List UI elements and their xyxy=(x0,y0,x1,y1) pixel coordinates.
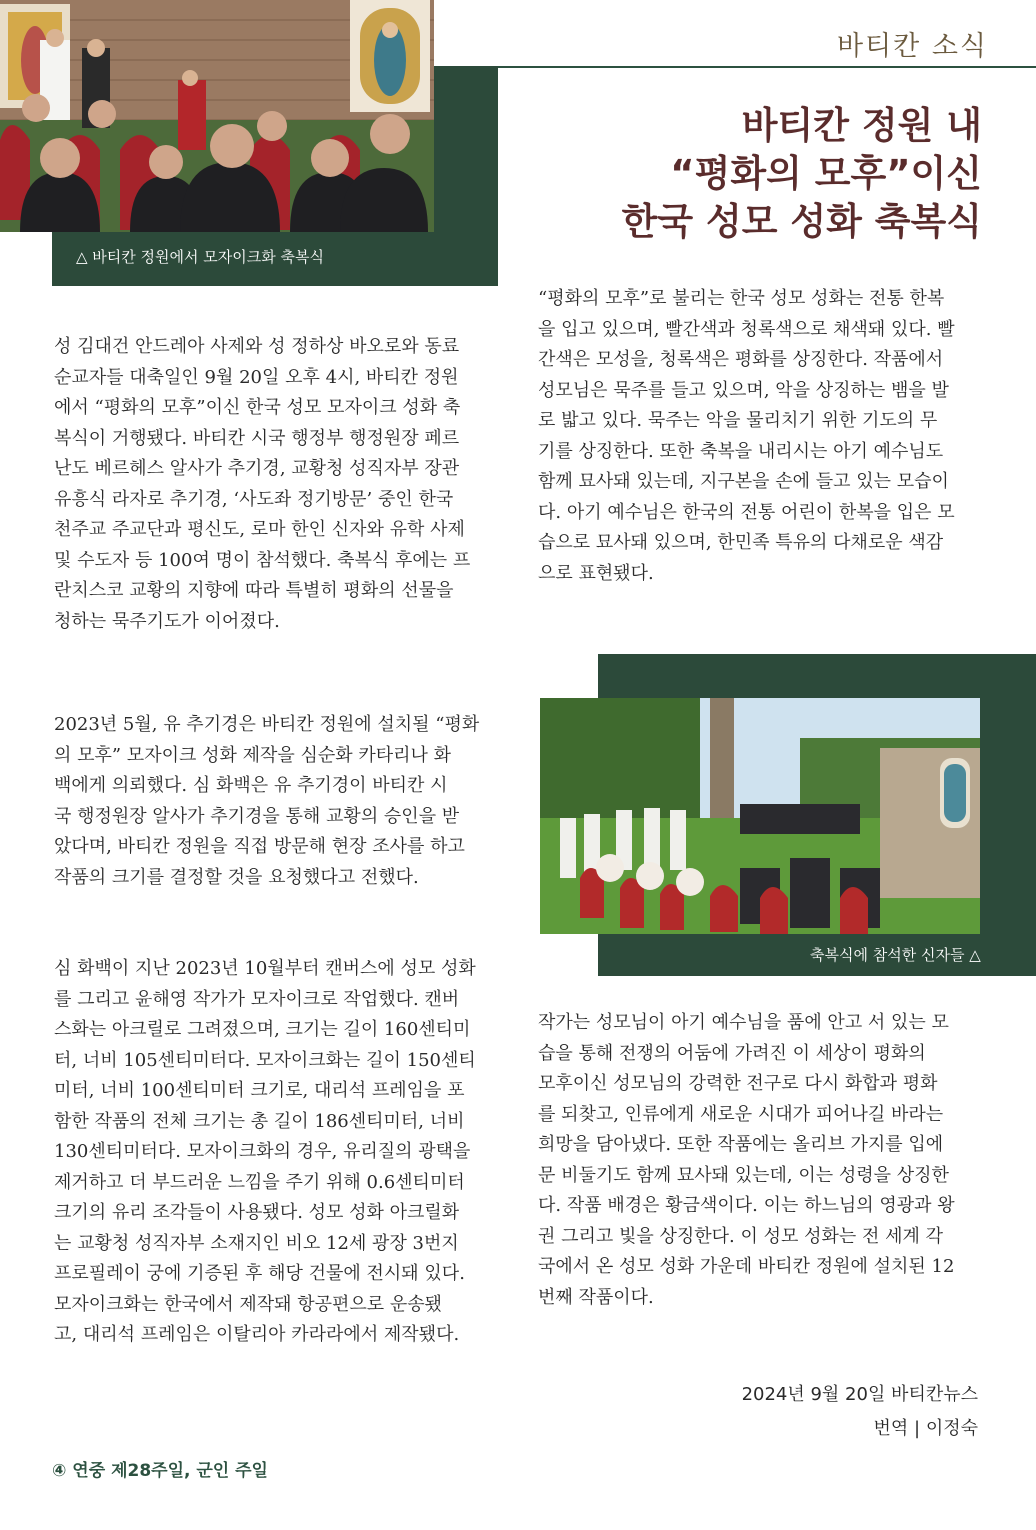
text-line: 크기의 유리 조각들이 사용됐다. 성모 성화 아크릴화 xyxy=(54,1202,460,1223)
text-line: 기를 상징한다. 또한 축복을 내리시는 아기 예수님도 xyxy=(538,440,944,462)
photo1-caption: △ 바티칸 정원에서 모자이크화 축복식 xyxy=(76,248,324,266)
text-line: 국에서 온 성모 성화 가운데 바티칸 정원에 설치된 12 xyxy=(538,1256,955,1277)
text-line: 청하는 묵주기도가 이어졌다. xyxy=(54,610,280,632)
text-line: 작가는 성모님이 아기 예수님을 품에 안고 서 있는 모 xyxy=(538,1012,949,1033)
photo2-caption: 축복식에 참석한 신자들 △ xyxy=(810,946,981,964)
text-line: 는 교황청 성직자부 소재지인 비오 12세 광장 3번지 xyxy=(54,1232,459,1254)
text-line: 함한 작품의 전체 크기는 총 길이 186센티미터, 너비 xyxy=(54,1110,465,1132)
text-line: 모후이신 성모님의 강력한 전구로 다시 화합과 평화 xyxy=(538,1073,938,1094)
text-line: 습을 통해 전쟁의 어둠에 가려진 이 세상이 평화의 xyxy=(538,1042,926,1064)
photo-ceremony xyxy=(0,0,434,232)
text-line: 난도 베르헤스 알사가 추기경, 교황청 성직자부 장관 xyxy=(54,458,460,479)
right-paragraph-2 xyxy=(538,1008,955,1313)
text-line: 다. 작품 배경은 황금색이다. 이는 하느님의 영광과 왕 xyxy=(538,1195,955,1216)
text-line: 권 그리고 빛을 상징한다. 이 성모 성화는 전 세계 각 xyxy=(538,1225,943,1247)
header-rule xyxy=(498,66,1036,68)
text-line: 심 화백이 지난 2023년 10월부터 캔버스에 성모 성화 xyxy=(54,958,476,979)
title-line: “평화의 모후”이신 xyxy=(670,152,982,195)
text-line: 를 되찾고, 인류에게 새로운 시대가 피어나길 바라는 xyxy=(538,1103,944,1125)
text-line: 에서 “평화의 모후”이신 한국 성모 모자이크 성화 축 xyxy=(54,397,461,418)
page-footer: ④ 연중 제28주일, 군인 주일 xyxy=(52,1461,268,1481)
garden-illustration xyxy=(540,698,980,934)
text-line: 함께 묘사돼 있는데, 지구본을 손에 들고 있는 모습이 xyxy=(538,471,949,492)
text-line: 미터, 너비 100센티미터 크기로, 대리석 프레임을 포 xyxy=(54,1080,465,1101)
text-line: 다. 아기 예수님은 한국의 전통 어린이 한복을 입은 모 xyxy=(538,501,955,523)
text-line: 프로필레이 궁에 기증된 후 해당 건물에 전시돼 있다. xyxy=(54,1263,465,1284)
text-line: 유흥식 라자로 추기경, ‘사도좌 정기방문’ 중인 한국 xyxy=(54,488,454,510)
text-line: 터, 너비 105센티미터다. 모자이크화는 길이 150센티 xyxy=(54,1049,476,1071)
translator-byline: 번역 | 이정숙 xyxy=(873,1418,978,1439)
text-line: 국 행정원장 알사가 추기경을 통해 교황의 승인을 받 xyxy=(54,805,460,827)
right-paragraph-1 xyxy=(538,284,955,589)
text-line: 복식이 거행됐다. 바티칸 시국 행정부 행정원장 페르 xyxy=(54,427,460,449)
text-line: 문 비둘기도 함께 묘사돼 있는데, 이는 성령을 상징한 xyxy=(538,1164,949,1186)
text-line: 작품의 크기를 결정할 것을 요청했다고 전했다. xyxy=(54,866,419,888)
text-line: 로 밟고 있다. 묵주는 악을 물리치기 위한 기도의 무 xyxy=(538,410,938,431)
left-paragraph-1 xyxy=(54,332,470,637)
text-line: 을 입고 있으며, 빨간색과 청록색으로 채색돼 있다. 빨 xyxy=(538,318,955,340)
text-line: 란치스코 교황의 지향에 따라 특별히 평화의 선물을 xyxy=(54,580,454,601)
text-line: 제거하고 더 부드러운 느낌을 주기 위해 0.6센티미터 xyxy=(54,1171,465,1193)
text-line: 고, 대리석 프레임은 이탈리아 카라라에서 제작됐다. xyxy=(54,1324,460,1345)
text-line: 번째 작품이다. xyxy=(538,1286,654,1308)
text-line: 순교자들 대축일인 9월 20일 오후 4시, 바티칸 정원 xyxy=(54,366,459,388)
source-byline: 2024년 9월 20일 바티칸뉴스 xyxy=(741,1384,978,1405)
text-line: 천주교 주교단과 평신도, 로마 한인 신자와 유학 사제 xyxy=(54,519,465,540)
section-label: 바티칸 소식 xyxy=(837,31,988,62)
text-line: 130센티미터다. 모자이크화의 경우, 유리질의 광택을 xyxy=(54,1141,471,1162)
text-line: 습으로 묘사돼 있으며, 한민족 특유의 다채로운 색감 xyxy=(538,532,944,553)
text-line: 모자이크화는 한국에서 제작돼 항공편으로 운송됐 xyxy=(54,1293,443,1315)
ceremony-illustration xyxy=(0,0,434,232)
text-line: 2023년 5월, 유 추기경은 바티칸 정원에 설치될 “평화 xyxy=(54,714,480,735)
photo-garden-attendees xyxy=(540,698,980,934)
left-paragraph-2 xyxy=(54,710,479,893)
article-title xyxy=(622,102,982,246)
text-line: 으로 표현됐다. xyxy=(538,562,654,584)
text-line: 성 김대건 안드레아 사제와 성 정하상 바오로와 동료 xyxy=(54,336,460,357)
text-line: 의 모후” 모자이크 성화 제작을 심순화 카타리나 화 xyxy=(54,744,452,766)
text-line: 희망을 담아냈다. 또한 작품에는 올리브 가지를 입에 xyxy=(538,1134,944,1155)
text-line: 았다며, 바티칸 정원을 직접 방문해 현장 조사를 하고 xyxy=(54,836,465,857)
text-line: 간색은 모성을, 청록색은 평화를 상징한다. 작품에서 xyxy=(538,349,944,370)
left-paragraph-3 xyxy=(54,954,476,1351)
text-line: “평화의 모후”로 불리는 한국 성모 성화는 전통 한복 xyxy=(538,288,945,309)
text-line: 성모님은 묵주를 들고 있으며, 악을 상징하는 뱀을 발 xyxy=(538,379,949,401)
title-line: 바티칸 정원 내 xyxy=(741,104,982,147)
text-line: 스화는 아크릴로 그려졌으며, 크기는 길이 160센티미 xyxy=(54,1019,471,1040)
text-line: 를 그리고 윤해영 작가가 모자이크로 작업했다. 캔버 xyxy=(54,988,460,1010)
text-line: 및 수도자 등 100여 명이 참석했다. 축복식 후에는 프 xyxy=(54,549,471,571)
title-line: 한국 성모 성화 축복식 xyxy=(621,200,982,243)
text-line: 백에게 의뢰했다. 심 화백은 유 추기경이 바티칸 시 xyxy=(54,775,448,796)
